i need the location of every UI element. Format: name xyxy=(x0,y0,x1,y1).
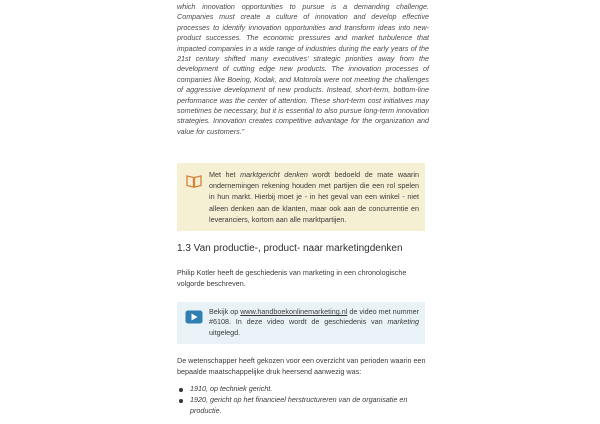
definition-box xyxy=(177,163,425,231)
periods-intro: De wetenschapper heeft gekozen voor een overzicht van perioden waarin een bepaalde maatschappelijke druk heersend aanwezig was: xyxy=(177,356,426,377)
video-prefix: Bekijk op xyxy=(209,307,241,316)
video-play-icon xyxy=(185,310,203,324)
video-text xyxy=(209,307,419,338)
periods-list xyxy=(177,384,429,416)
quote-paragraph: which innovation opportunities to pursue is a demanding challenge. Companies must create a culture of innovation and develop effective processes to identify innovation opportunities and transform ideas into new-product successes. The economic pressures and market turbulence that impacted companies in a wide range of industries during the early years of the 21st century shifted many executives’ strategic priorities away from the development of cutting edge new products. The innovation processes of companies like Boeing, Kodak, and Motorola were not meeting the challenges of aggressive development of new products. Instead, short-term, bottom-line performance was the center of attention. These short-term cost initiatives may sometimes be necessary, but it is essential to also pursue long-term innovation strategies. Innovation creates competitive advantage for the organization and value for customers.” xyxy=(177,2,429,136)
section-intro: Philip Kotler heeft de geschiedenis van marketing in een chronologische volgorde beschreven. xyxy=(177,268,407,289)
definition-suffix: wordt bedoeld de mate waarin ondernemingen rekening houden met partijen die een rol spelen in hun markt. Hierbij moet je - in het geval van een winkel - niet alleen denken aan de klanten, maar ook aan de concurrentie en leveranciers, kortom aan alle marktpartijen. xyxy=(209,170,419,224)
section-heading: 1.3 Van productie-, product- naar marketingdenken xyxy=(177,243,403,254)
website-link[interactable]: www.handboekonlinemarketing.nl xyxy=(240,307,348,316)
video-middle: de video met nummer #6108. In deze video wordt de geschiedenis van xyxy=(209,307,419,327)
definition-text xyxy=(209,169,419,225)
video-suffix: uitgelegd. xyxy=(209,327,241,337)
definition-term: marktgericht denken xyxy=(240,170,308,179)
list-item: 1920, gericht op het financieel herstructureren van de organisatie en productie. xyxy=(177,395,429,417)
video-emph: marketing xyxy=(387,317,419,327)
definition-prefix: Met het xyxy=(209,170,241,179)
list-item: 1910, op techniek gericht. xyxy=(177,384,429,395)
video-box xyxy=(177,302,425,344)
book-icon xyxy=(186,174,202,188)
